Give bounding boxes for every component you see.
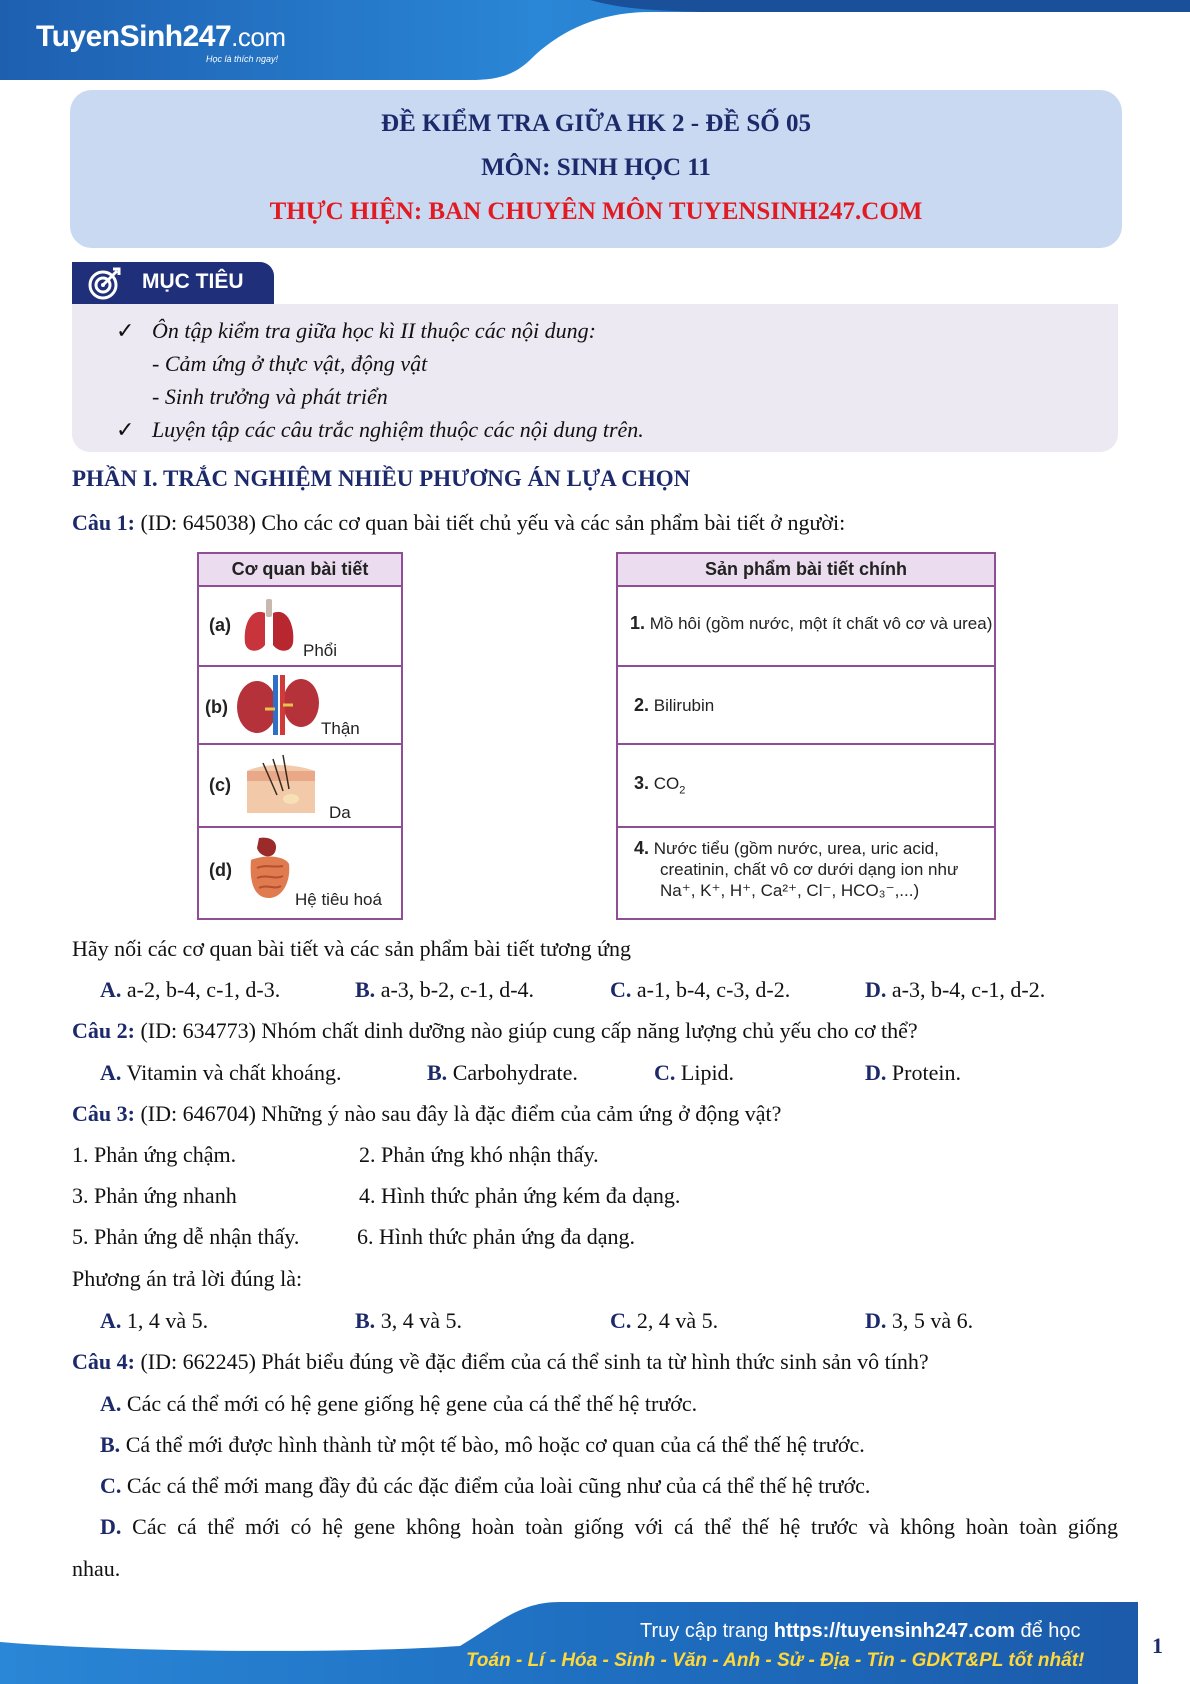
q3-statement: 2. Phản ứng khó nhận thấy. xyxy=(359,1142,599,1167)
product-row: 3. $CO_2$ xyxy=(618,745,994,828)
q1-option-d[interactable]: D. a-3, b-4, c-1, d-2. xyxy=(865,977,1046,1002)
question-1-prompt: Hãy nối các cơ quan bài tiết và các sản phẩm bài tiết tương ứng xyxy=(72,936,632,961)
q3-option-a[interactable]: A. 1, 4 và 5. xyxy=(100,1308,209,1333)
product-table xyxy=(616,552,996,920)
page-number: 1 xyxy=(1152,1633,1163,1658)
exam-title: ĐỀ KIỂM TRA GIỮA HK 2 - ĐỀ SỐ 05 xyxy=(381,110,811,137)
q1-option-c[interactable]: C. a-1, b-4, c-3, d-2. xyxy=(610,977,791,1002)
organ-row: (c) Da xyxy=(199,745,401,828)
objective-subitem: - Sinh trưởng và phát triển xyxy=(152,384,388,409)
q3-statement: 5. Phản ứng dễ nhận thấy. xyxy=(72,1224,300,1249)
product-table-header: Sản phẩm bài tiết chính xyxy=(618,554,994,587)
q3-option-d[interactable]: D. 3, 5 và 6. xyxy=(865,1308,974,1333)
brand-logo[interactable]: TuyenSinh247.com xyxy=(36,20,286,53)
objective-subitem: - Cảm ứng ở thực vật, động vật xyxy=(152,351,428,376)
lungs-icon xyxy=(241,597,297,655)
question-3-prompt: Phương án trả lời đúng là: xyxy=(72,1266,303,1291)
exam-author: THỰC HIỆN: BAN CHUYÊN MÔN TUYENSINH247.COM xyxy=(269,198,923,225)
skin-icon xyxy=(243,751,319,819)
product-row: 4. Nước tiểu (gồm nước, urea, uric acid, creatinin, chất vô cơ dưới dạng ion như Na⁺, K⁺, H⁺, Ca²⁺, Cl⁻, HCO₃⁻,...) xyxy=(634,838,959,900)
q3-statement: 4. Hình thức phản ứng kém đa dạng. xyxy=(359,1183,681,1208)
footer-link[interactable]: https://tuyensinh247.com xyxy=(773,1620,1015,1642)
target-icon xyxy=(86,267,122,301)
objectives-box xyxy=(72,304,1118,452)
q3-statement: 6. Hình thức phản ứng đa dạng. xyxy=(357,1224,636,1249)
q4-option-c[interactable]: C. Các cá thể mới mang đầy đủ các đặc điểm của loài cũng như của cá thể thế hệ trước. xyxy=(100,1473,871,1498)
q2-option-b[interactable]: B. Carbohydrate. xyxy=(427,1060,578,1085)
q4-option-d-continued: nhau. xyxy=(72,1556,121,1581)
q1-option-a[interactable]: A. a-2, b-4, c-1, d-3. xyxy=(100,977,281,1002)
q2-option-d[interactable]: D. Protein. xyxy=(865,1060,961,1085)
digestive-system-icon xyxy=(245,834,295,904)
objectives-tab xyxy=(72,262,274,304)
organ-table-header: Cơ quan bài tiết xyxy=(199,554,401,587)
objective-item: ✓ Ôn tập kiểm tra giữa học kì II thuộc các nội dung: xyxy=(116,318,596,343)
exam-title-box xyxy=(70,90,1122,248)
question-2: Câu 2: (ID: 634773) Nhóm chất dinh dưỡng nào giúp cung cấp năng lượng chủ yếu cho cơ thể? xyxy=(72,1018,918,1043)
check-icon: ✓ xyxy=(116,417,135,442)
footer-subjects: Toán - Lí - Hóa - Sinh - Văn - Anh - Sử - Địa - Tin - GDKT&PL tốt nhất! xyxy=(466,1650,1085,1671)
q2-option-a[interactable]: A. Vitamin và chất khoáng. xyxy=(100,1060,342,1085)
question-1: Câu 1: (ID: 645038) Cho các cơ quan bài tiết chủ yếu và các sản phẩm bài tiết ở người: xyxy=(72,510,846,535)
footer-visit-text: Truy cập trang https://tuyensinh247.com để học xyxy=(640,1620,1081,1642)
product-row: 1. Mồ hôi (gồm nước, một ít chất vô cơ và urea) xyxy=(618,587,994,667)
objective-item: ✓ Luyện tập các câu trắc nghiệm thuộc các nội dung trên. xyxy=(116,417,644,442)
question-3: Câu 3: (ID: 646704) Những ý nào sau đây là đặc điểm của cảm ứng ở động vật? xyxy=(72,1101,782,1126)
organ-row: (b) Thận xyxy=(199,667,401,745)
check-icon: ✓ xyxy=(116,318,135,343)
organ-row: (a) Phổi xyxy=(199,587,401,667)
q3-option-c[interactable]: C. 2, 4 và 5. xyxy=(610,1308,719,1333)
exam-subject: MÔN: SINH HỌC 11 xyxy=(481,154,711,181)
kidney-icon xyxy=(235,671,321,737)
section-title: PHẦN I. TRẮC NGHIỆM NHIỀU PHƯƠNG ÁN LỰA CHỌN xyxy=(72,466,691,491)
q4-option-a[interactable]: A. Các cá thể mới có hệ gene giống hệ gene của cá thể thế hệ trước. xyxy=(100,1391,698,1416)
q4-option-b[interactable]: B. Cá thể mới được hình thành từ một tế bào, mô hoặc cơ quan của cá thể thế hệ trước. xyxy=(100,1432,865,1457)
q3-statement: 1. Phản ứng chậm. xyxy=(72,1142,237,1167)
q1-option-b[interactable]: B. a-3, b-2, c-1, d-4. xyxy=(355,977,535,1002)
q3-statement: 3. Phản ứng nhanh xyxy=(72,1183,237,1208)
q4-option-d[interactable]: D. Các cá thể mới có hệ gene không hoàn toàn giống với cá thể thế hệ trước và không hoàn toàn giống xyxy=(100,1514,1119,1539)
logo-tagline: Học là thích ngay! xyxy=(206,54,279,64)
organ-row: (d) Hệ tiêu hoá xyxy=(199,828,401,916)
q2-option-c[interactable]: C. Lipid. xyxy=(654,1060,735,1085)
organ-table xyxy=(197,552,403,920)
q3-option-b[interactable]: B. 3, 4 và 5. xyxy=(355,1308,462,1333)
product-row: 2. Bilirubin xyxy=(618,667,994,745)
objectives-label: MỤC TIÊU xyxy=(142,270,244,293)
question-4: Câu 4: (ID: 662245) Phát biểu đúng về đặc điểm của cá thể sinh ta từ hình thức sinh sản vô tính? xyxy=(72,1349,929,1374)
